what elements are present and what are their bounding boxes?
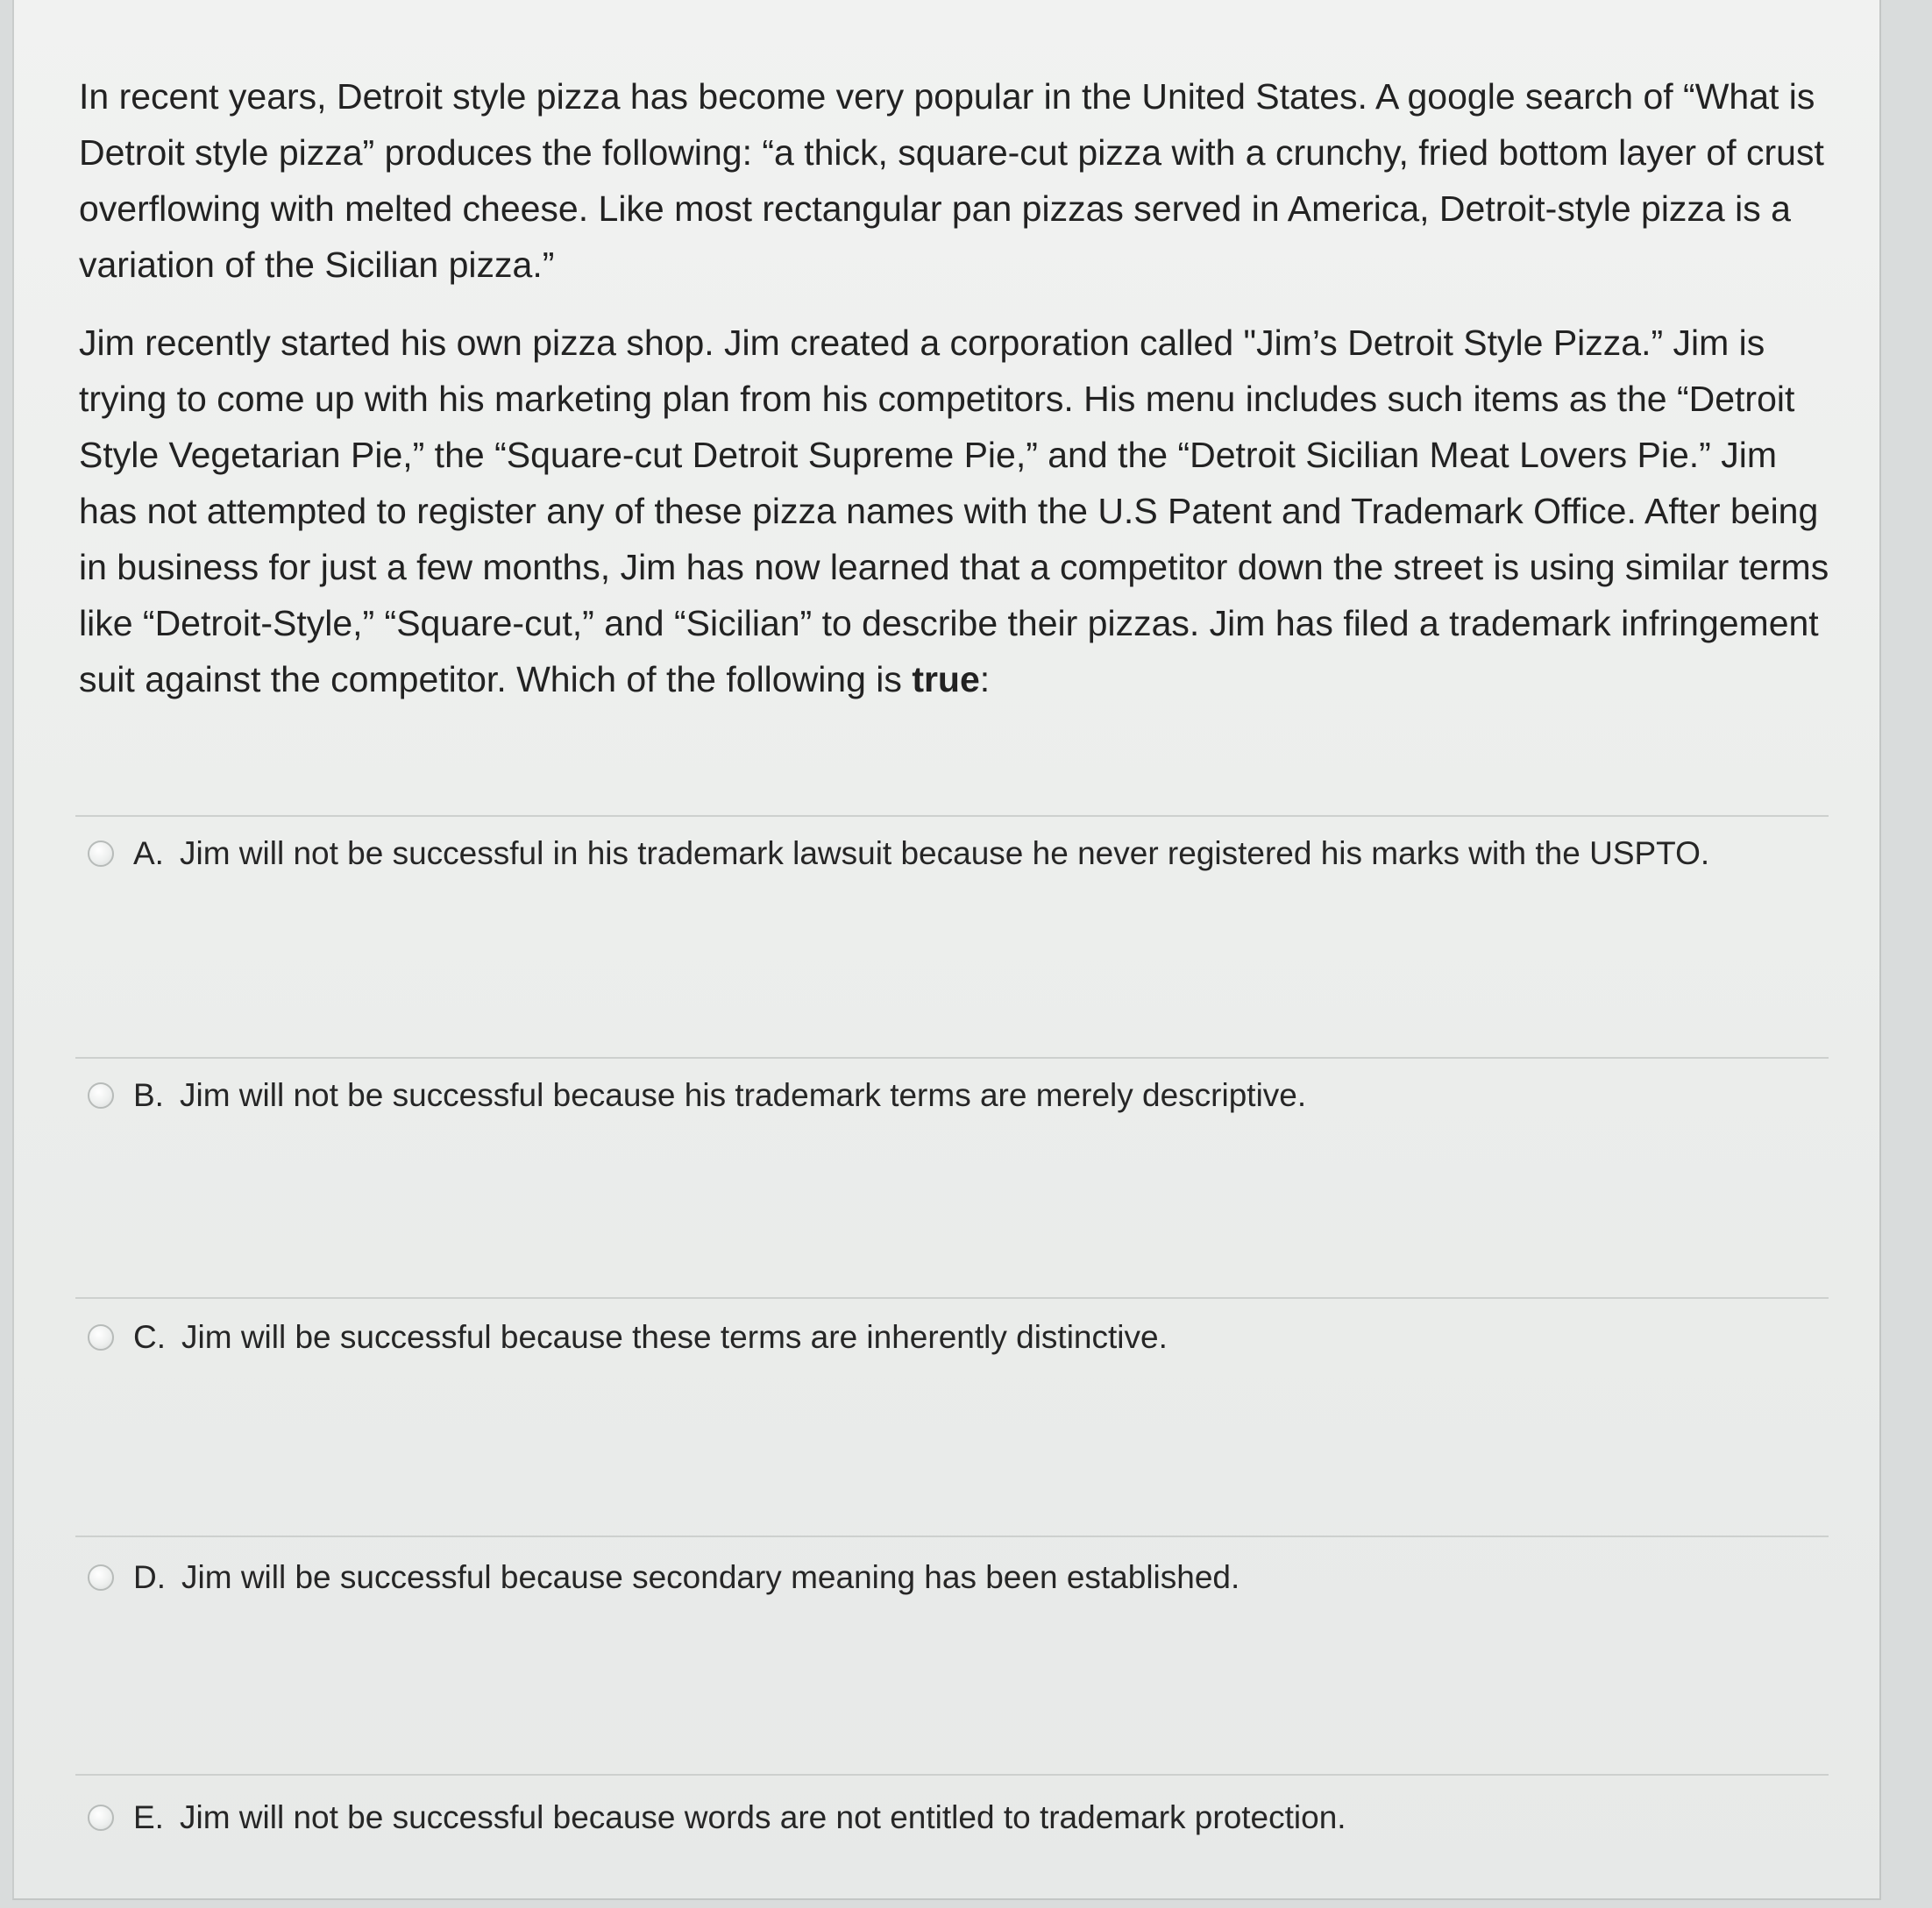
answer-option-b[interactable] xyxy=(88,1069,1841,1122)
answer-divider xyxy=(75,1057,1829,1059)
answer-option-label xyxy=(133,1799,1346,1836)
answer-letter: D. xyxy=(133,1559,166,1595)
question-paragraph-scenario xyxy=(79,315,1832,707)
answer-divider xyxy=(75,1297,1829,1299)
question-scenario-text: Jim recently started his own pizza shop. Jim created a corporation called "Jim’s Detroit Style Pizza.” Jim is trying to come up with his marketing plan from his competitors. His menu includes such items as the “Detroit Style Vegetarian Pie,” the “Square-cut Detroit Supreme Pie,” and the “Detroit Sicilian Meat Lovers Pie.” Jim has not attempted to register any of these pizza names with the U.S Patent and Trademark Office. After being in business for just a few months, Jim has now learned that a competitor down the street is using similar terms like “Detroit-Style,” “Square-cut,” and “Sicilian” to describe their pizzas. Jim has filed a trademark infringement suit against the competitor. Which of the following is xyxy=(79,323,1829,699)
answer-option-e[interactable] xyxy=(88,1791,1841,1844)
answer-text: Jim will not be successful in his trademark lawsuit because he never registered his marks with the USPTO. xyxy=(179,835,1710,871)
answer-letter: E. xyxy=(133,1799,164,1835)
answer-letter: B. xyxy=(133,1077,164,1113)
answer-letter: C. xyxy=(133,1319,166,1355)
quiz-question-panel xyxy=(12,0,1881,1900)
radio-button-icon[interactable] xyxy=(88,1564,114,1591)
answer-option-label xyxy=(133,835,1709,872)
answer-option-label xyxy=(133,1077,1306,1114)
question-emphasis: true xyxy=(912,659,980,699)
question-scenario-end: : xyxy=(979,659,991,699)
answer-divider xyxy=(75,1774,1829,1776)
answer-option-a[interactable] xyxy=(88,827,1841,880)
answer-divider xyxy=(75,815,1829,817)
answer-letter: A. xyxy=(133,835,164,871)
radio-button-icon[interactable] xyxy=(88,1324,114,1351)
radio-button-icon[interactable] xyxy=(88,1082,114,1109)
answer-option-label xyxy=(133,1559,1239,1596)
radio-button-icon[interactable] xyxy=(88,841,114,867)
answer-option-c[interactable] xyxy=(88,1311,1841,1364)
answer-text: Jim will be successful because secondary meaning has been established. xyxy=(181,1559,1240,1595)
question-prompt xyxy=(79,68,1832,729)
answer-divider xyxy=(75,1536,1829,1537)
question-paragraph-intro: In recent years, Detroit style pizza has become very popular in the United States. A google search of “What is Detroit style pizza” produces the following: “a thick, square-cut pizza with a crunchy, fried bottom layer of crust overflowing with melted cheese. Like most rectangular pan pizzas served in America, Detroit-style pizza is a variation of the Sicilian pizza.” xyxy=(79,76,1824,285)
answer-text: Jim will not be successful because his trademark terms are merely descriptive. xyxy=(179,1077,1307,1113)
answer-option-label xyxy=(133,1319,1168,1356)
answer-option-d[interactable] xyxy=(88,1551,1841,1604)
answer-text: Jim will not be successful because words are not entitled to trademark protection. xyxy=(179,1799,1346,1835)
radio-button-icon[interactable] xyxy=(88,1805,114,1831)
answer-text: Jim will be successful because these terms are inherently distinctive. xyxy=(181,1319,1168,1355)
